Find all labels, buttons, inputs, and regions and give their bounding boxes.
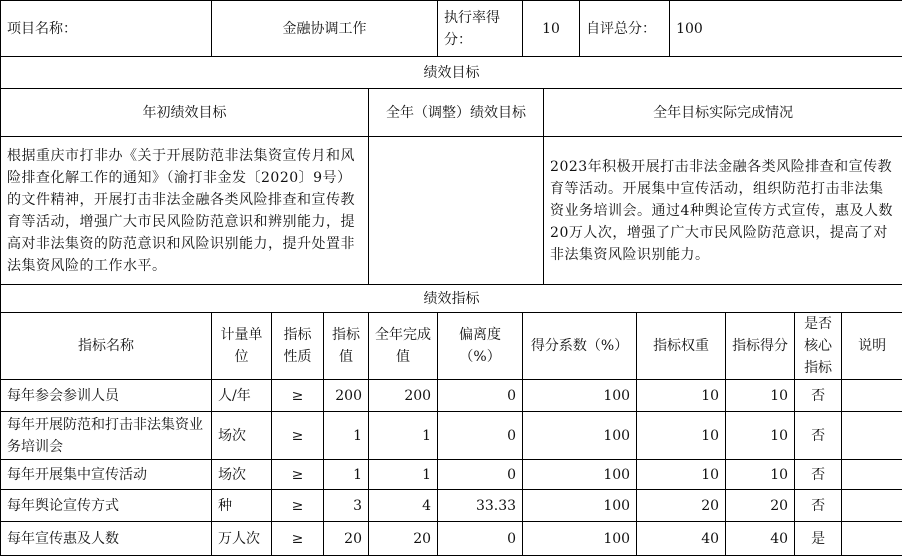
row-name: 每年开展集中宣传活动 [1,460,212,490]
row-nature: ≥ [272,460,324,490]
row-unit: 种 [212,490,272,522]
col-header-weight: 指标权重 [637,313,726,380]
exec-rate-value: 10 [523,1,580,57]
row-unit: 人/年 [212,380,272,412]
row-deviation: 0 [438,460,523,490]
row-deviation: 0 [438,380,523,412]
table-row [1,522,902,556]
row-weight: 10 [637,380,726,412]
goals-initial-text: 根据重庆市打非办《关于开展防范非法集资宣传月和风险排查化解工作的通知》（渝打非金发〔2020〕9号）的文件精神，开展打击非法金融各类风险排查和宣传教育等活动，增强广大市民风险防范意识和辨别能力，提高对非法集资的防范意识和风险识别能力，提升处置非法集资风险的工作水平。 [1,137,369,285]
row-score: 20 [726,490,795,522]
goals-adjusted-text [369,137,544,285]
row-nature: ≥ [272,522,324,556]
row-actual: 1 [369,460,438,490]
row-deviation: 33.33 [438,490,523,522]
row-actual: 4 [369,490,438,522]
goals-col-actual: 全年目标实际完成情况 [544,89,902,137]
row-score: 10 [726,460,795,490]
row-actual: 1 [369,412,438,460]
row-core: 是 [795,522,842,556]
goals-header-row [1,89,902,137]
goals-col-adjusted: 全年（调整）绩效目标 [369,89,544,137]
row-actual: 200 [369,380,438,412]
row-actual: 20 [369,522,438,556]
col-header-nature: 指标性质 [272,313,324,380]
col-header-unit: 计量单位 [212,313,272,380]
goals-section-title: 绩效目标 [1,57,902,89]
row-name: 每年开展防范和打击非法集资业务培训会 [1,412,212,460]
exec-rate-label: 执行率得分： [438,1,523,57]
row-score: 40 [726,522,795,556]
row-weight: 10 [637,460,726,490]
row-weight: 40 [637,522,726,556]
row-name: 每年参会参训人员 [1,380,212,412]
col-header-actual: 全年完成值 [369,313,438,380]
row-note [842,490,902,522]
goals-content-row [1,137,902,285]
row-coef: 100 [523,460,637,490]
row-target: 200 [324,380,369,412]
table-row [1,460,902,490]
row-name: 每年宣传惠及人数 [1,522,212,556]
row-note [842,380,902,412]
col-header-name: 指标名称 [1,313,212,380]
self-eval-value: 100 [670,1,902,57]
row-nature: ≥ [272,412,324,460]
col-header-target: 指标值 [324,313,369,380]
row-name: 每年舆论宣传方式 [1,490,212,522]
row-target: 1 [324,412,369,460]
row-nature: ≥ [272,490,324,522]
row-coef: 100 [523,412,637,460]
col-header-deviation: 偏离度（%） [438,313,523,380]
goals-actual-text: 2023年积极开展打击非法金融各类风险排查和宣传教育等活动。开展集中宣传活动，组织防范打击非法集资业务培训会。通过4种舆论宣传方式宣传，惠及人数20万人次，增强了广大市民风险防范意识，提高了对非法集资风险识别能力。 [544,137,902,285]
row-note [842,522,902,556]
header-row [1,1,902,57]
row-target: 3 [324,490,369,522]
row-note [842,412,902,460]
project-name-label: 项目名称： [1,1,212,57]
row-note [842,460,902,490]
table-row [1,412,902,460]
row-core: 否 [795,412,842,460]
table-row [1,490,902,522]
row-score: 10 [726,412,795,460]
row-target: 1 [324,460,369,490]
row-deviation: 0 [438,412,523,460]
row-score: 10 [726,380,795,412]
row-coef: 100 [523,490,637,522]
row-core: 否 [795,380,842,412]
row-coef: 100 [523,380,637,412]
col-header-coef: 得分系数（%） [523,313,637,380]
row-core: 否 [795,490,842,522]
indicators-section-title: 绩效指标 [1,285,902,313]
col-header-score: 指标得分 [726,313,795,380]
row-target: 20 [324,522,369,556]
goals-col-initial: 年初绩效目标 [1,89,369,137]
row-deviation: 0 [438,522,523,556]
row-unit: 场次 [212,460,272,490]
row-nature: ≥ [272,380,324,412]
indicators-header-row [1,313,902,380]
row-weight: 10 [637,412,726,460]
row-coef: 100 [523,522,637,556]
col-header-core: 是否核心指标 [795,313,842,380]
table-row [1,380,902,412]
row-core: 否 [795,460,842,490]
project-name-value: 金融协调工作 [212,1,438,57]
col-header-note: 说明 [842,313,902,380]
row-unit: 场次 [212,412,272,460]
row-unit: 万人次 [212,522,272,556]
row-weight: 20 [637,490,726,522]
self-eval-label: 自评总分： [580,1,670,57]
